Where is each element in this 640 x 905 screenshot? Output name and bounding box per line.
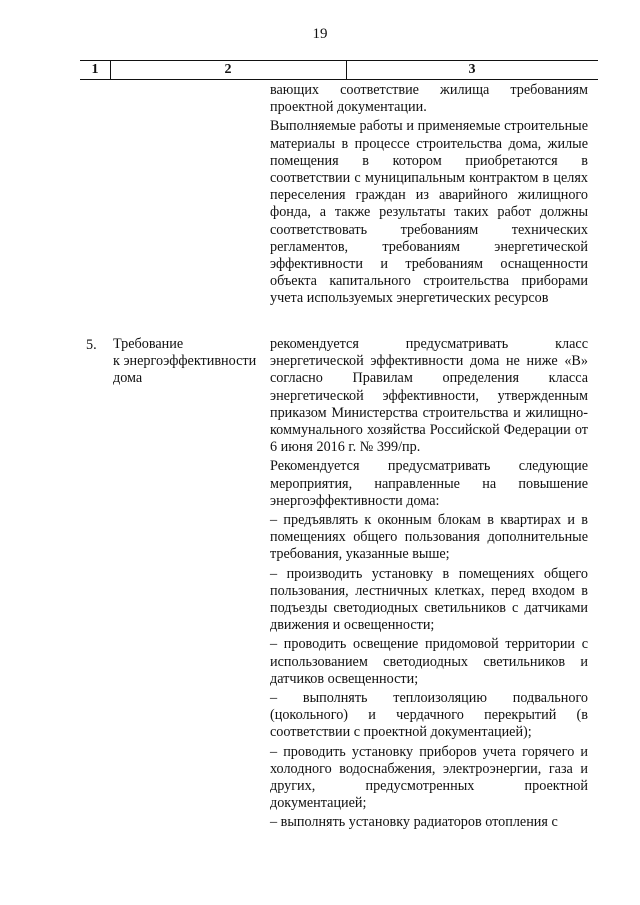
row-title-line: дома [113,370,143,387]
list-item: – производить установку в помещениях общего пользования, лестничных клетках, перед входом в подъезды светодиодных светильников с датчиками движения и освещенности; [270,565,588,634]
list-item: – предъявлять к оконным блокам в квартирах и в помещениях общего пользования дополнительные требования, указанные выше; [270,512,588,563]
list-item: – выполнять теплоизоляцию подвального (цокольного) и чердачного перекрытий (в соответствии с проектной документацией); [270,690,588,741]
list-item: – проводить освещение придомовой территории с использованием светодиодных светильников и датчиков освещенности; [270,636,588,687]
column-header-2: 2 [224,62,232,77]
row-title [113,336,268,388]
paragraph: Выполняемые работы и применяемые строительные материалы в процессе строительства дома, жилые помещения в котором приобретаются в соответствии с муниципальным контрактом в целях переселения граждан из аварийного жилищного фонда, а также результаты таких работ должны соответствовать требованиям технических регламентов, требованиям энергетической эффективности и требованиям оснащенности объекта капитального строительства приборами учета используемых энергетических ресурсов [270,118,588,307]
continuation-text [270,82,588,310]
column-divider [346,60,347,80]
column-header-1: 1 [91,62,99,77]
page-number: 19 [312,26,328,42]
row-title-line: Требование [113,336,184,352]
paragraph: Рекомендуется предусматривать следующие мероприятия, направленные на повышение энергоэффективности дома: [270,458,588,509]
paragraph: вающих соответствие жилища требованиям проектной документации. [270,82,588,116]
list-item: – проводить установку приборов учета горячего и холодного водоснабжения, электроэнергии, газа и других, предусмотренных проектной документацией; [270,743,588,812]
list-item: – выполнять установку радиаторов отопления с [270,814,558,831]
table-column-header [80,60,598,80]
column-header-3: 3 [468,62,476,77]
row-title-line: к энергоэффективности [113,353,257,370]
column-divider [110,60,111,80]
row-number: 5. [86,337,97,353]
paragraph: рекомендуется предусматривать класс энергетической эффективности дома не ниже «В» согласно Правилам определения класса энергетической эффективности, утвержденным приказом Министерства строительства и жилищно-коммунального хозяйства Российской Федерации от 6 июня 2016 г. № 399/пр. [270,336,588,456]
row-description [270,336,588,834]
